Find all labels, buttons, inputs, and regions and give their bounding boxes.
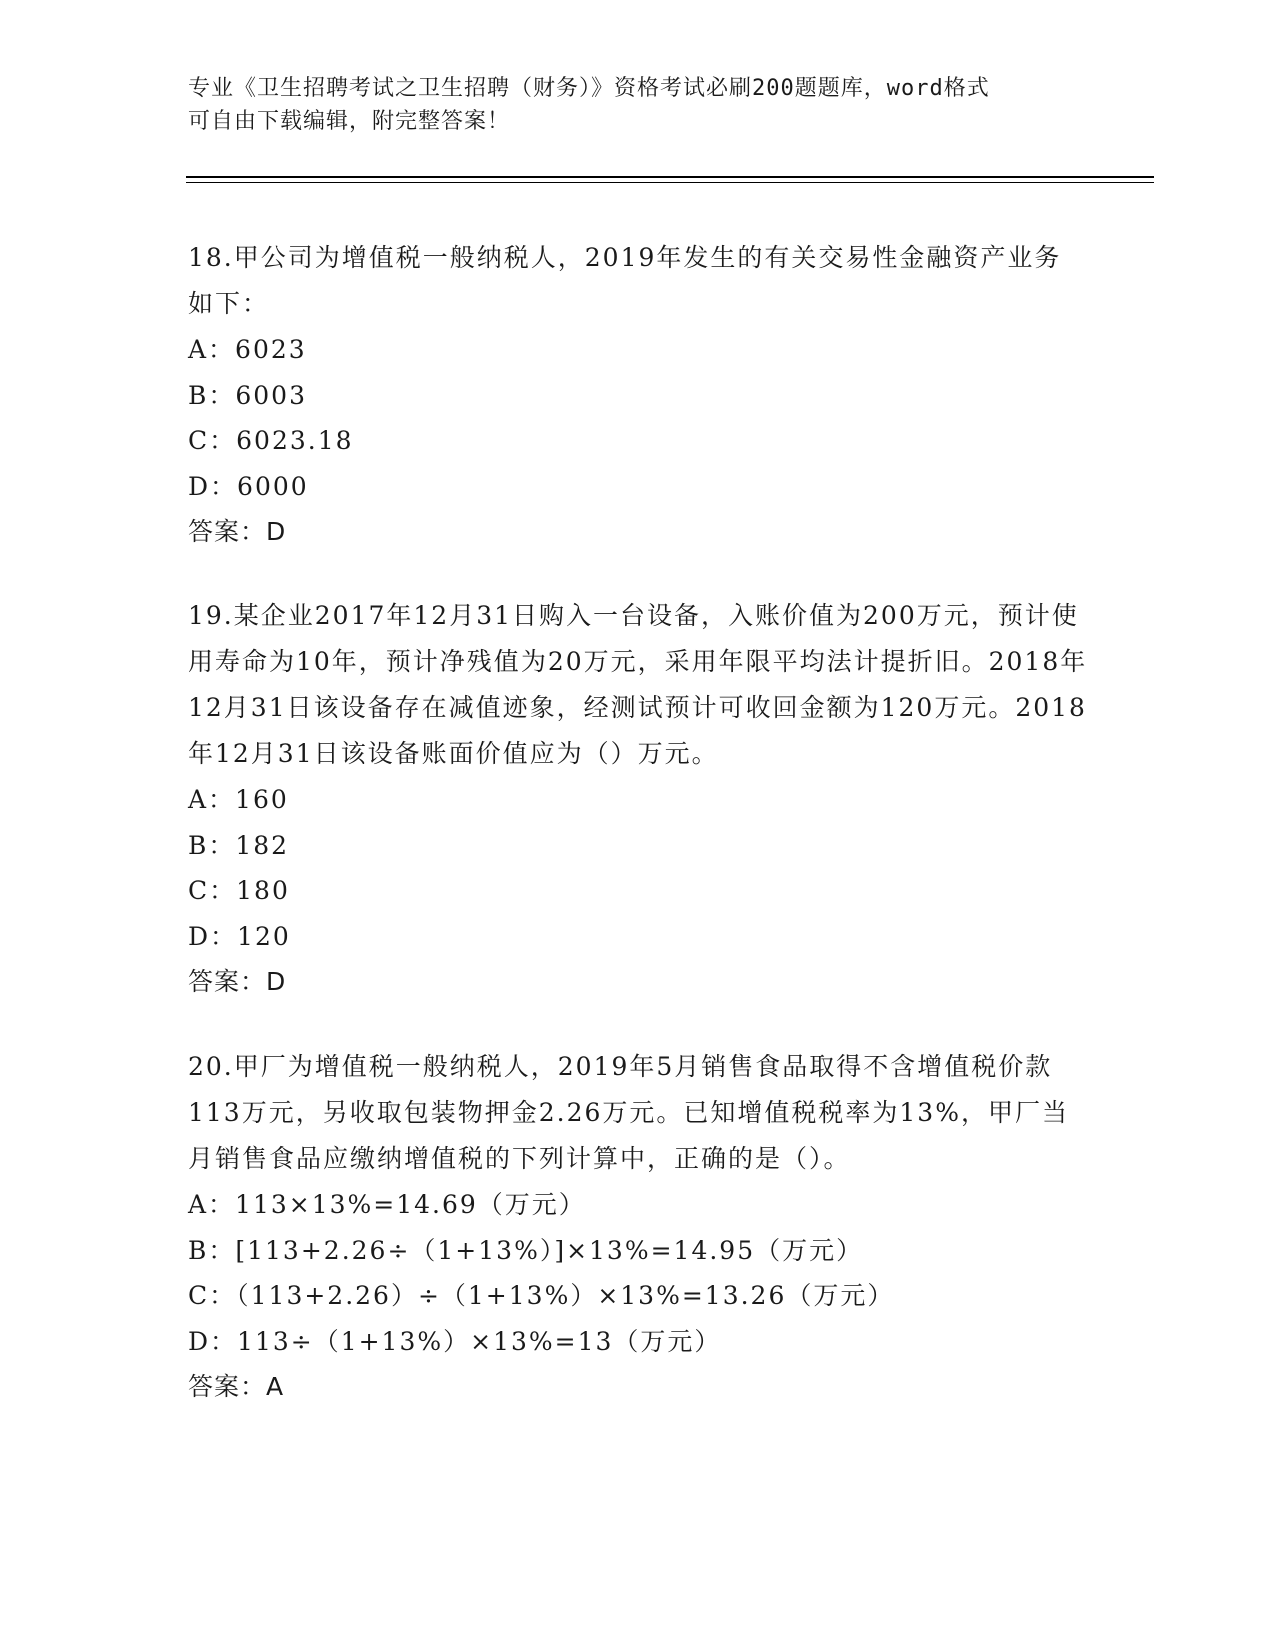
question-stem: 18.甲公司为增值税一般纳税人，2019年发生的有关交易性金融资产业务如下： <box>188 243 1062 318</box>
option-c: C：（113+2.26）÷（1+13%）×13%=13.26（万元） <box>188 1281 895 1310</box>
option-a: A：6023 <box>188 335 307 364</box>
header-divider <box>186 176 1154 178</box>
option-b: B：[113+2.26÷（1+13%）]×13%=14.95（万元） <box>188 1235 864 1265</box>
question-stem: 19.某企业2017年12月31日购入一台设备，入账价值为200万元，预计使用寿命为10年，预计净残值为20万元，采用年限平均法计提折旧。2018年12月31日该设备存在减值迹象，经测试预计可收回金额为120万元。2018年12月31日该设备账面价值应为（）万元。 <box>188 601 1088 768</box>
document-header <box>188 72 1088 138</box>
header-line: 可自由下载编辑，附完整答案！ <box>188 109 511 134</box>
option-b: B：6003 <box>188 380 307 410</box>
option-d: D：120 <box>188 921 291 951</box>
option-c: C：180 <box>188 876 290 905</box>
option-d: D：113÷（1+13%）×13%=13（万元） <box>188 1326 722 1356</box>
option-d: D：6000 <box>188 471 309 501</box>
answer: 答案：D <box>188 517 287 546</box>
option-a: A：160 <box>188 785 289 814</box>
question-19 <box>188 593 1088 1005</box>
question-18 <box>188 235 1088 555</box>
question-20 <box>188 1044 1088 1410</box>
option-c: C：6023.18 <box>188 426 354 455</box>
question-stem: 20.甲厂为增值税一般纳税人，2019年5月销售食品取得不含增值税价款113万元，另收取包装物押金2.26万元。已知增值税税率为13%，甲厂当月销售食品应缴纳增值税的下列计算中，正确的是（）。 <box>188 1052 1069 1173</box>
answer: 答案：A <box>188 1372 285 1401</box>
answer: 答案：D <box>188 967 287 996</box>
header-divider-thin <box>186 182 1154 183</box>
option-b: B：182 <box>188 830 290 860</box>
header-line: 专业《卫生招聘考试之卫生招聘（财务）》资格考试必刷200题题库，word格式 <box>188 76 990 101</box>
option-a: A：113×13%=14.69（万元） <box>188 1190 586 1219</box>
